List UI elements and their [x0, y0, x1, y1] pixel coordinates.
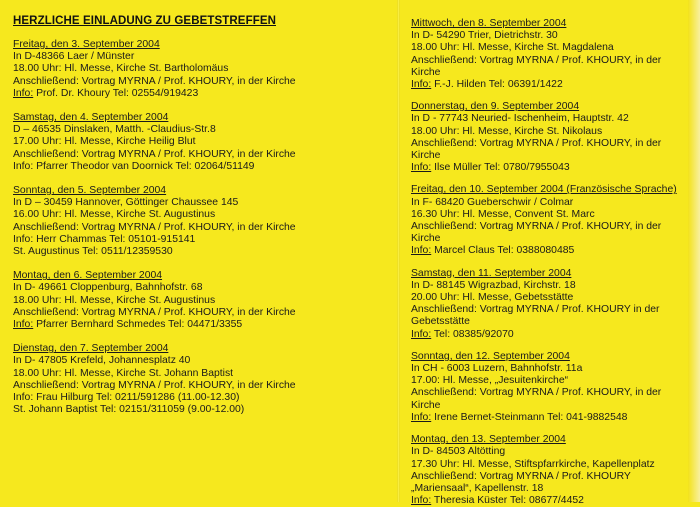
event-mass: 18.00 Uhr: Hl. Messe, Kirche St. Magdalena [411, 42, 614, 54]
event-mass: 18.00 Uhr: Hl. Messe, Kirche St. Johann Baptist [13, 367, 234, 379]
event-lecture: Anschließend: Vortrag MYRNA / Prof. KHOURY, in der Kirche [411, 137, 662, 162]
event-address: In D – 30459 Hannover, Göttinger Chaussee 145 [13, 197, 239, 209]
event-mass: 17.00: Hl. Messe, „Jesuitenkirche“ [411, 375, 569, 387]
info-text: Pfarrer Bernhard Schmedes Tel: 04471/3355 [33, 319, 243, 331]
info-text: Pfarrer Theodor van Doornick Tel: 02064/51149 [33, 160, 255, 172]
event-block [411, 101, 691, 174]
event-date: Samstag, den 11. September 2004 [411, 267, 572, 279]
event-address: In D - 77743 Neuried- Ischenheim, Hauptstr. 42 [411, 113, 629, 125]
event-block [411, 351, 691, 424]
event-mass: 18.00 Uhr: Hl. Messe, Kirche St. Nikolaus [411, 125, 603, 137]
info-label: Info: [13, 233, 34, 245]
event-block [411, 18, 691, 91]
event-mass: 20.00 Uhr: Hl. Messe, Gebetsstätte [411, 292, 574, 304]
info-text: Marcel Claus Tel: 0388080485 [431, 245, 575, 257]
event-date: Freitag, den 3. September 2004 [13, 39, 160, 50]
event-block [411, 268, 691, 341]
event-date: Donnerstag, den 9. September 2004 [411, 101, 580, 113]
event-address: In D- 49661 Cloppenburg, Bahnhofstr. 68 [13, 282, 203, 294]
event-block [411, 184, 691, 257]
info-text: F.-J. Hilden Tel: 06391/1422 [431, 79, 563, 91]
event-lecture: Anschließend: Vortrag MYRNA / Prof. KHOURY, in der Kirche [411, 387, 662, 411]
event-lecture: Anschließend: Vortrag MYRNA / Prof. KHOURY in der Gebetsstätte [411, 304, 660, 328]
event-mass: 17.00 Uhr: Hl. Messe, Kirche Heilig Blut [13, 136, 196, 148]
event-info [411, 412, 691, 424]
event-info-extra: St. Augustinus Tel: 0511/12359530 [13, 246, 173, 258]
event-date: Montag, den 13. September 2004 [411, 434, 566, 446]
event-lecture: Anschließend: Vortrag MYRNA / Prof. KHOURY, in der Kirche [13, 221, 296, 233]
event-lecture: Anschließend: Vortrag MYRNA / Prof. KHOURY, in der Kirche [411, 221, 662, 245]
event-info [13, 161, 391, 173]
info-label: Info: [411, 245, 432, 257]
event-info [411, 162, 691, 174]
page-title: HERZLICHE EINLADUNG ZU GEBETSTREFFEN [13, 15, 276, 27]
event-mass: 16.30 Uhr: Hl. Messe, Convent St. Marc [411, 208, 595, 220]
event-lecture: Anschließend: Vortrag MYRNA / Prof. KHOURY, in der Kirche [13, 379, 296, 391]
info-label: Info: [13, 160, 34, 172]
event-date: Samstag, den 4. September 2004 [13, 112, 169, 124]
info-text: Tel: 08385/92070 [431, 328, 514, 340]
event-date: Dienstag, den 7. September 2004 [13, 343, 169, 355]
info-label: Info: [411, 79, 432, 91]
event-address: In D- 47805 Krefeld, Johannesplatz 40 [13, 355, 191, 367]
event-lecture: Anschließend: Vortrag MYRNA / Prof. KHOURY, in der Kirche [13, 148, 296, 160]
event-date: Sonntag, den 5. September 2004 [13, 185, 167, 197]
event-date: Sonntag, den 12. September 2004 [411, 350, 570, 362]
info-label: Info: [411, 162, 432, 174]
event-address: In F- 68420 Gueberschwir / Colmar [411, 196, 574, 208]
info-text: Herr Chammas Tel: 05101-915141 [33, 233, 196, 245]
event-info [13, 234, 391, 246]
event-mass: 18.00 Uhr: Hl. Messe, Kirche St. Augustinus [13, 294, 216, 306]
event-lecture: Anschließend: Vortrag MYRNA / Prof. KHOURY, in der Kirche [411, 54, 662, 78]
event-address: In CH - 6003 Luzern, Bahnhofstr. 11a [411, 363, 583, 375]
event-block [13, 343, 391, 416]
info-text: Irene Bernet-Steinmann Tel: 041-9882548 [431, 411, 628, 423]
info-text: Theresia Küster Tel: 08677/4452 [431, 495, 584, 507]
info-label: Info: [13, 392, 34, 404]
event-lecture: Anschließend: Vortrag MYRNA / Prof. KHOURY, in der Kirche [13, 306, 296, 318]
info-label: Info: [411, 411, 432, 423]
event-lecture: Anschließend: Vortrag MYRNA / Prof. KHOURY „Mariensaal“, Kapellenstr. 18 [411, 470, 631, 494]
event-block [13, 112, 391, 173]
event-info [411, 79, 691, 91]
event-mass: 16.00 Uhr: Hl. Messe, Kirche St. Augustinus [13, 209, 216, 221]
info-text: Frau Hilburg Tel: 0211/591286 (11.00-12.30) [33, 392, 240, 404]
event-mass: 17.30 Uhr: Hl. Messe, Stiftspfarrkirche, Kapellenplatz [411, 458, 655, 470]
event-address: In D-48366 Laer / Münster [13, 51, 135, 63]
event-address: In D- 88145 Wigrazbad, Kirchstr. 18 [411, 279, 576, 291]
page-fold [397, 0, 400, 502]
event-block [13, 39, 391, 100]
left-column [13, 0, 391, 416]
info-text: Ilse Müller Tel: 0780/7955043 [431, 162, 570, 174]
event-block [13, 270, 391, 331]
event-address: D – 46535 Dinslaken, Matth. -Claudius-Str.8 [13, 124, 216, 136]
info-label: Info: [411, 495, 432, 507]
event-address: In D- 84503 Altötting [411, 446, 506, 458]
event-date: Montag, den 6. September 2004 [13, 270, 163, 282]
event-block [411, 434, 691, 507]
event-info [13, 319, 391, 331]
info-label: Info: [13, 319, 34, 331]
event-info [13, 392, 391, 404]
event-date: Mittwoch, den 8. September 2004 [411, 18, 567, 29]
event-info [13, 88, 391, 100]
event-info-extra: St. Johann Baptist Tel: 02151/311059 (9.00-12.00) [13, 404, 245, 416]
event-block [13, 185, 391, 258]
info-label: Info: [411, 328, 432, 340]
event-date: Freitag, den 10. September 2004 (Französische Sprache) [411, 184, 677, 196]
info-text: Prof. Dr. Khoury Tel: 02554/919423 [33, 87, 199, 99]
event-lecture: Anschließend: Vortrag MYRNA / Prof. KHOURY, in der Kirche [13, 75, 296, 87]
event-mass: 18.00 Uhr: Hl. Messe, Kirche St. Bartholomäus [13, 63, 229, 75]
right-column [411, 0, 691, 507]
event-info [411, 245, 691, 257]
event-info [411, 495, 691, 507]
event-info [411, 329, 691, 341]
event-address: In D- 54290 Trier, Dietrichstr. 30 [411, 30, 558, 42]
info-label: Info: [13, 87, 34, 99]
